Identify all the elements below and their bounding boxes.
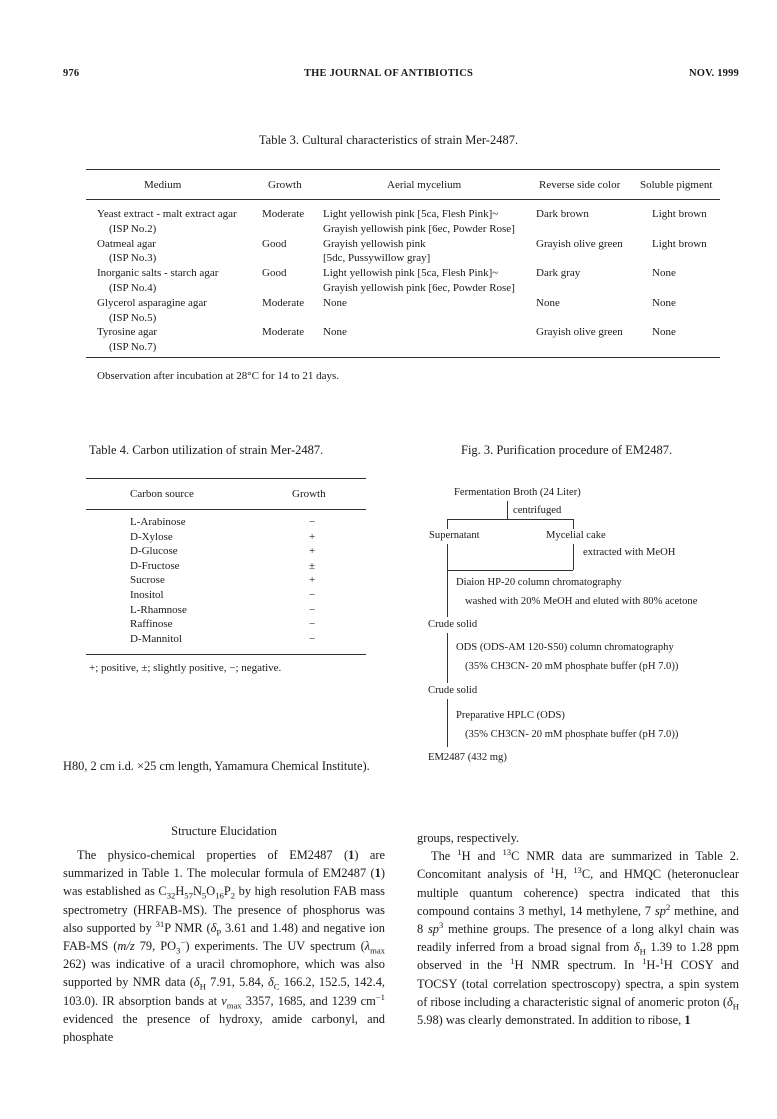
flow-supernatant: Supernatant — [429, 530, 480, 541]
t3-aerial: None — [323, 326, 347, 339]
t3-medium: Tyrosine agar — [97, 326, 158, 339]
t4-source: D-Glucose — [130, 545, 178, 558]
t4-growth: − — [309, 632, 316, 645]
table-row — [130, 515, 350, 530]
flow-connector — [447, 519, 573, 520]
t3-aerial: Light yellowish pink [5ca, Flesh Pink]~ — [323, 267, 499, 280]
t4-growth: + — [309, 574, 316, 587]
t3-medium: Yeast extract - malt extract agar — [97, 208, 237, 220]
flow-step3b: (35% CH3CN- 20 mM phosphate buffer (pH 7.0)) — [465, 729, 679, 740]
t3-medium-isp: (ISP No.4) — [109, 282, 157, 294]
flow-connector — [447, 633, 448, 683]
flow-step2b: (35% CH3CN- 20 mM phosphate buffer (pH 7.0)) — [465, 661, 679, 672]
right-body-paragraph: groups, respectively. The $^1$H and $^{13}$C NMR data are summarized in Table 2. Concomitant analysis of $^1$H, $^{13}$C, and HMQC (heteronuclear multiple quantum coherence) spectra indicated that this compound contains 3 methyl, 14 methylene, 7 $sp^2$ methine, and 8 $sp^3$ methine groups. The presence of a long alkyl chain was readily inferred from a broad signal from $\delta_H$ 1.39 to 1.28 ppm observed in the $^1$H NMR spectrum. In $^1$H-$^1$H COSY and TOCSY (total correlation spectroscopy) spectra, a spin system of ribose including a characteristic signal of anomeric proton ($\delta_H$ 5.98) was clearly demonstrated. In addition to ribose, 1 — [417, 831, 739, 1028]
table-row — [130, 573, 350, 588]
t3-medium-isp: (ISP No.7) — [109, 341, 157, 354]
table-row — [130, 617, 350, 632]
t4-growth: − — [309, 603, 316, 616]
col-aerial: Aerial mycelium — [387, 179, 462, 191]
flow-connector — [447, 570, 573, 571]
flow-broth: Fermentation Broth (24 Liter) — [454, 487, 581, 498]
t3-growth: Moderate — [262, 326, 305, 339]
t4-col-growth: Growth — [292, 488, 326, 500]
table-row — [130, 632, 350, 647]
t3-soluble: Light brown — [652, 208, 707, 220]
table3-footnote: Observation after incubation at 28°C for 14 to 21 days. — [97, 370, 340, 382]
t3-reverse: Dark gray — [536, 267, 581, 280]
issue-date: NOV. 1999 — [688, 68, 739, 79]
figure3-caption: Fig. 3. Purification procedure of EM2487. — [461, 443, 673, 457]
t3-reverse: None — [536, 296, 560, 309]
flow-connector — [573, 544, 574, 570]
flow-step3: Preparative HPLC (ODS) — [456, 710, 565, 721]
t4-growth: + — [309, 530, 316, 543]
table-row — [130, 588, 350, 603]
t3-medium-isp: (ISP No.5) — [109, 311, 157, 324]
table-row — [130, 530, 350, 545]
t3-aerial: Light yellowish pink [5ca, Flesh Pink]~ — [323, 208, 499, 220]
flow-connector — [507, 501, 508, 519]
flow-mycelial-cake: Mycelial cake — [546, 530, 606, 541]
left-continuation-text: H80, 2 cm i.d. ×25 cm length, Yamamura Chemical Institute). — [63, 759, 370, 773]
table3-top-rule — [86, 169, 720, 170]
t4-source: Sucrose — [130, 574, 165, 587]
t4-source: Inositol — [130, 588, 164, 601]
flow-connector — [447, 699, 448, 747]
left-body-paragraph: The physico-chemical properties of EM2487 (1) are summarized in Table 1. The molecular formula of EM2487 (1) was established as $C_{32}H_{57}N_5O_{16}P_2$ by high resolution FAB mass spectrometry (HRFAB-MS). The presence of phosphorus was also supported by $^{31}$P NMR ($\delta_P$ 3.61 and 1.48) and negative ion FAB-MS (m/z 79, $PO_3^-$) experiments. The UV spectrum ($\lambda_{max}$ 262) was indicative of a uracil chromophore, which was also supported by NMR data ($\delta_H$ 7.91, 5.84, $\delta_C$ 166.2, 152.5, 142.4, 103.0). IR absorption bands at $\nu_{max}$ 3357, 1685, and 1239 $cm^{-1}$ evidenced the presence of hydroxy, amide carbonyl, and phosphate — [63, 848, 386, 1045]
t4-growth: − — [309, 588, 316, 601]
col-soluble: Soluble pigment — [640, 179, 713, 191]
section-title: Structure Elucidation — [171, 824, 277, 838]
table3-bottom-rule — [86, 357, 720, 358]
t3-aerial: Grayish yellowish pink — [323, 237, 426, 250]
t3-growth: Good — [262, 237, 287, 250]
table4-bottom-rule — [86, 654, 366, 655]
table4-top-rule — [86, 478, 366, 479]
table-row — [130, 544, 350, 559]
t3-medium: Glycerol asparagine agar — [97, 296, 207, 309]
t4-source: L-Arabinose — [130, 516, 186, 528]
t4-growth: + — [309, 545, 316, 558]
flow-crude2: Crude solid — [428, 685, 478, 696]
t4-growth: ± — [309, 559, 316, 572]
t3-reverse: Grayish olive green — [536, 237, 623, 250]
table4-footnote: +; positive, ±; slightly positive, −; negative. — [89, 662, 282, 674]
journal-title: THE JOURNAL OF ANTIBIOTICS — [303, 68, 474, 79]
t4-source: D-Fructose — [130, 559, 180, 572]
t3-soluble: None — [652, 326, 676, 339]
t3-soluble: Light brown — [652, 237, 707, 250]
flow-connector — [573, 519, 574, 529]
flow-connector — [447, 519, 448, 529]
t3-growth: Good — [262, 267, 287, 280]
t4-source: D-Mannitol — [130, 632, 182, 645]
t3-reverse: Grayish olive green — [536, 326, 623, 339]
flow-connector — [447, 544, 448, 617]
t3-medium: Inorganic salts - starch agar — [97, 267, 219, 280]
t4-source: L-Rhamnose — [130, 603, 187, 616]
t3-aerial-2: Grayish yellowish pink [6ec, Powder Rose] — [323, 222, 515, 235]
col-medium: Medium — [144, 179, 182, 191]
t3-growth: Moderate — [262, 296, 305, 309]
right-continuation-text: groups, respectively. — [417, 831, 520, 845]
t3-reverse: Dark brown — [536, 208, 589, 220]
t4-col-source: Carbon source — [130, 488, 194, 500]
col-growth: Growth — [268, 179, 302, 191]
t3-medium-isp: (ISP No.3) — [109, 252, 157, 265]
t4-growth: − — [309, 516, 316, 528]
t3-aerial-2: [5dc, Pussywillow gray] — [323, 252, 431, 265]
t3-soluble: None — [652, 267, 676, 280]
flow-centrifuged: centrifuged — [513, 505, 562, 516]
table4-body — [130, 515, 350, 646]
table3-header-rule — [86, 199, 720, 200]
t3-medium-isp: (ISP No.2) — [109, 222, 157, 235]
table3-body — [0, 207, 777, 357]
flow-crude1: Crude solid — [428, 619, 478, 630]
t4-source: Raffinose — [130, 618, 173, 631]
table-row — [130, 559, 350, 574]
table-row — [130, 603, 350, 618]
t3-aerial-2: Grayish yellowish pink [6ec, Powder Rose] — [323, 282, 515, 294]
table3-caption: Table 3. Cultural characteristics of strain Mer-2487. — [258, 133, 519, 147]
t3-aerial: None — [323, 296, 347, 309]
flow-extracted: extracted with MeOH — [583, 547, 676, 558]
flow-step2: ODS (ODS-AM 120-S50) column chromatography — [456, 642, 674, 653]
flow-step1: Diaion HP-20 column chromatography — [456, 577, 622, 588]
t3-growth: Moderate — [262, 208, 305, 220]
flow-step1b: washed with 20% MeOH and eluted with 80% acetone — [465, 596, 698, 607]
t3-soluble: None — [652, 296, 676, 309]
page-number: 976 — [63, 68, 80, 79]
table4-caption: Table 4. Carbon utilization of strain Mer-2487. — [89, 443, 324, 457]
flow-final: EM2487 (432 mg) — [428, 752, 507, 763]
table4-header-rule — [86, 509, 366, 510]
col-reverse: Reverse side color — [539, 179, 621, 191]
t3-medium: Oatmeal agar — [97, 237, 156, 250]
t4-growth: − — [309, 618, 316, 631]
t4-source: D-Xylose — [130, 530, 173, 543]
left-continuation-paragraph — [63, 757, 385, 775]
